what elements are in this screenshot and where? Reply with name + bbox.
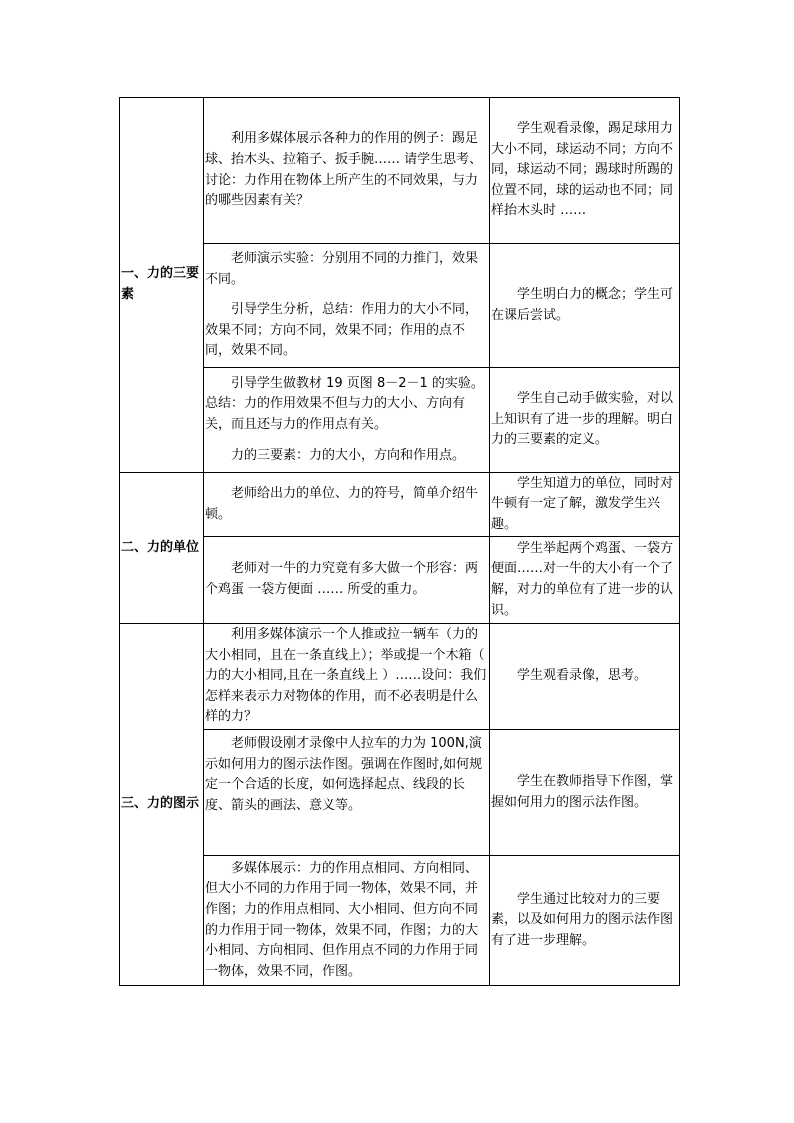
student-activity: 学生明白力的概念；学生可在课后尝试。 — [490, 244, 680, 368]
table-row — [120, 730, 680, 856]
student-activity: 学生举起两个鸡蛋、一袋方便面……对一牛的大小有一个了解，对力的单位有了进一步的认识。 — [490, 537, 680, 624]
student-activity: 学生自己动手做实验，对以上知识有了进一步的理解。明白力的三要素的定义。 — [490, 368, 680, 473]
student-activity: 学生观看录像，踢足球用力大小不同，球运动不同；方向不同，球运动不同；踢球时所踢的位置不同，球的运动也不同；同样抬木头时 …… — [490, 98, 680, 244]
table-row — [120, 368, 680, 473]
teacher-activity: 老师假设刚才录像中人拉车的力为 100N,演示如何用力的图示法作图。强调在作图时,如何规定一个合适的长度，如何选择起点、线段的长度、箭头的画法、意义等。 — [204, 730, 490, 856]
table-row — [120, 537, 680, 624]
section-title-diagram: 三、力的图示 — [120, 624, 204, 986]
teacher-activity: 老师演示实验：分别用不同的力推门，效果不同。 引导学生分析，总结：作用力的大小不同，效果不同；方向不同，效果不同；作用的点不同，效果不同。 — [204, 244, 490, 368]
teacher-activity: 老师给出力的单位、力的符号，简单介绍牛顿。 — [204, 473, 490, 537]
table-row — [120, 856, 680, 986]
table-row — [120, 244, 680, 368]
teacher-activity: 老师对一牛的力究竟有多大做一个形容：两个鸡蛋 一袋方便面 …… 所受的重力。 — [204, 537, 490, 624]
teacher-activity: 利用多媒体演示一个人推或拉一辆车（力的大小相同，且在一条直线上）；举或提一个木箱（ 力的大小相同,且在一条直线上 ）……设问：我们怎样来表示力对物体的作用，而不必表明是什么样的力？ — [204, 624, 490, 730]
lesson-table — [119, 97, 680, 986]
teacher-activity: 引导学生做教材 19 页图 8－2－1 的实验。总结：力的作用效果不但与力的大小、方向有关，而且还与力的作用点有关。 力的三要素：力的大小，方向和作用点。 — [204, 368, 490, 473]
table-row — [120, 624, 680, 730]
teacher-activity: 利用多媒体展示各种力的作用的例子：踢足球、抬木头、拉箱子、扳手腕…… 请学生思考、讨论：力作用在物体上所产生的不同效果，与力的哪些因素有关？ — [204, 98, 490, 244]
teacher-activity: 多媒体展示：力的作用点相同、方向相同、但大小不同的力作用于同一物体，效果不同，并作图；力的作用点相同、大小相同、但方向不同的力作用于同一物体，效果不同，作图；力的大小相同、方向相同、但作用点不同的力作用于同一物体，效果不同，作图。 — [204, 856, 490, 986]
table-row — [120, 98, 680, 244]
student-activity: 学生知道力的单位，同时对牛顿有一定了解，激发学生兴趣。 — [490, 473, 680, 537]
section-title-three-elements: 一、力的三要素 — [120, 98, 204, 473]
student-activity: 学生通过比较对力的三要素，以及如何用力的图示法作图有了进一步理解。 — [490, 856, 680, 986]
student-activity: 学生在教师指导下作图，掌握如何用力的图示法作图。 — [490, 730, 680, 856]
section-title-unit: 二、力的单位 — [120, 473, 204, 624]
table-row — [120, 473, 680, 537]
student-activity: 学生观看录像，思考。 — [490, 624, 680, 730]
lesson-plan-page — [119, 97, 679, 986]
